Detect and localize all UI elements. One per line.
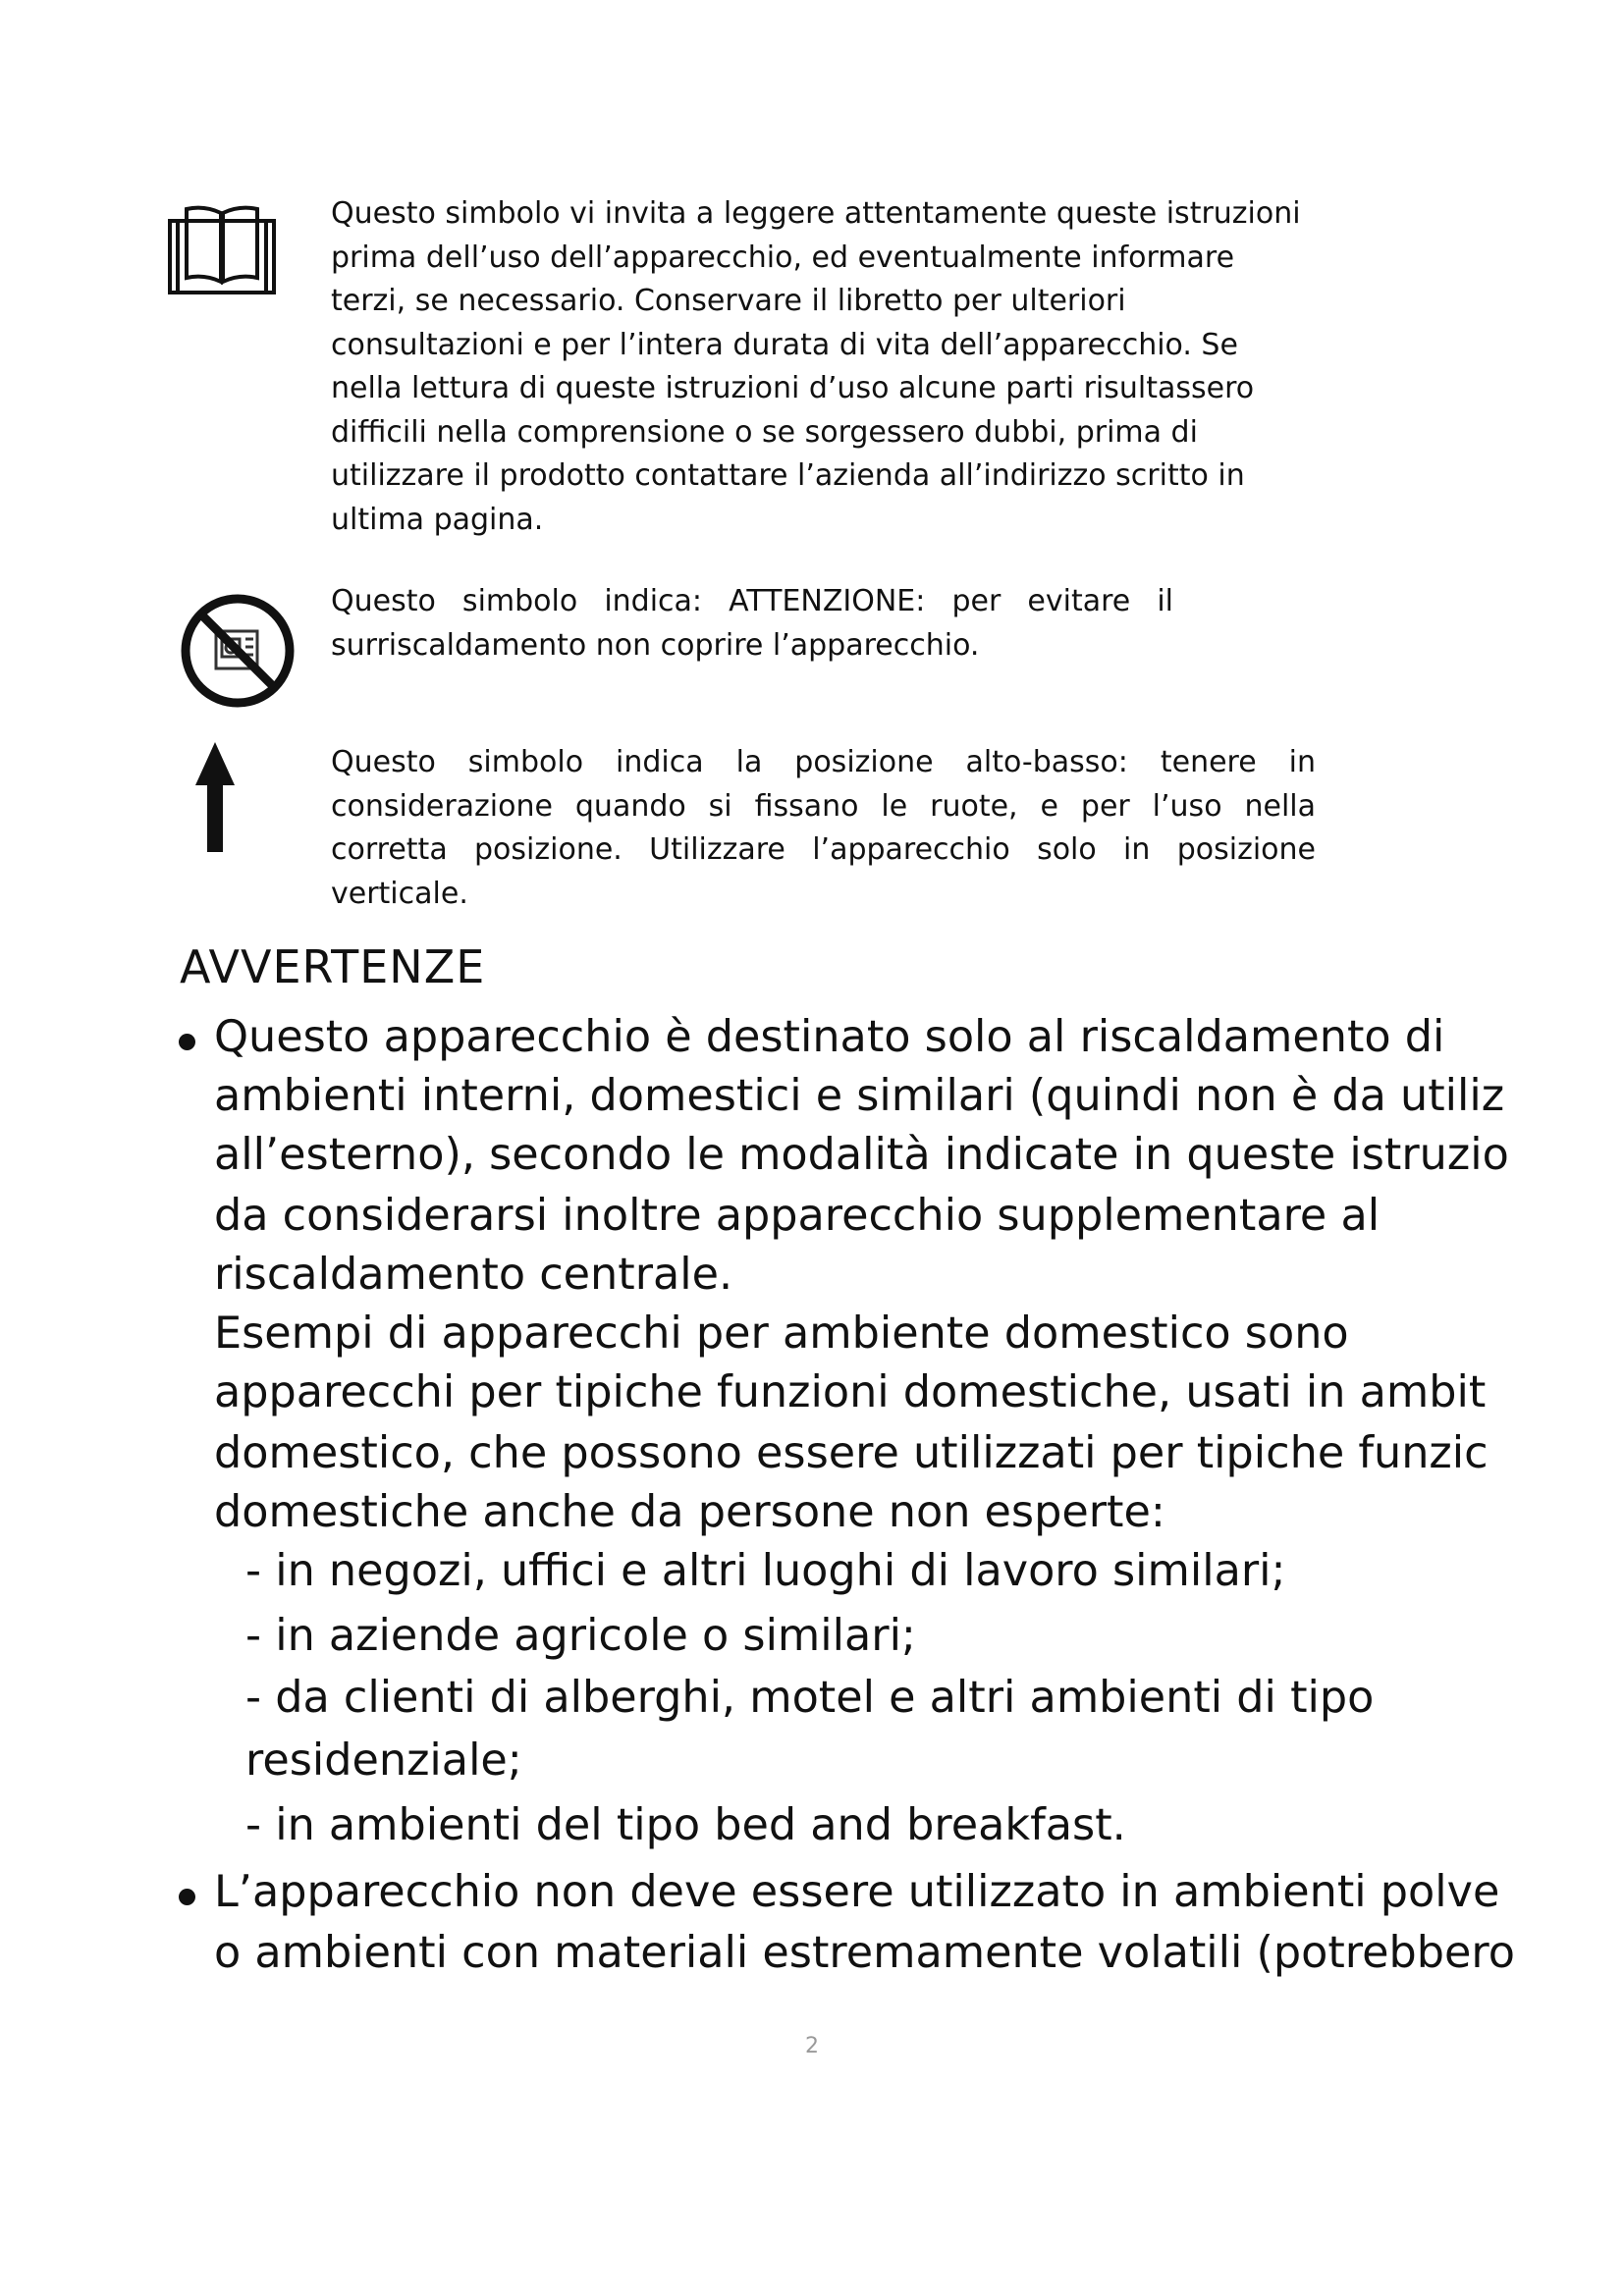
- text-line: consultazioni e per l’intera durata di vita dell’apparecchio. Se: [331, 327, 1238, 362]
- text-line: Questo apparecchio è destinato solo al riscaldamento di: [214, 1012, 1445, 1062]
- text-line: riscaldamento centrale.: [214, 1250, 733, 1300]
- text-line: da considerarsi inoltre apparecchio supplementare al: [214, 1191, 1380, 1241]
- text-line: Questo simbolo indica la posizione alto-basso: tenere in: [331, 745, 1316, 779]
- text-line: prima dell’uso dell’apparecchio, ed eventualmente informare: [331, 240, 1235, 275]
- text-line: o ambienti con materiali estremamente volatili (potrebbero: [214, 1928, 1515, 1978]
- text-line: - in negozi, uffici e altri luoghi di lavoro similari;: [245, 1546, 1286, 1596]
- text-line: - da clienti di alberghi, motel e altri ambienti di tipo: [245, 1673, 1375, 1723]
- text-line: utilizzare il prodotto contattare l’azienda all’indirizzo scritto in: [331, 458, 1245, 493]
- text-line: ultima pagina.: [331, 502, 544, 537]
- text-line: corretta posizione. Utilizzare l’apparecchio solo in posizione: [331, 832, 1316, 867]
- text-line: domestiche anche da persone non esperte:: [214, 1487, 1165, 1537]
- page-number: 2: [805, 2034, 819, 2058]
- text-line: apparecchi per tipiche funzioni domestiche, usati in ambit: [214, 1367, 1487, 1417]
- text-line: difficili nella comprensione o se sorgessero dubbi, prima di: [331, 414, 1198, 450]
- text-line: ambienti interni, domestici e similari (quindi non è da utiliz: [214, 1071, 1505, 1121]
- text-line: terzi, se necessario. Conservare il libretto per ulteriori: [331, 284, 1126, 318]
- text-line: Questo simbolo indica: ATTENZIONE: per evitare il: [331, 584, 1173, 618]
- bullet-icon: [179, 1034, 195, 1050]
- text-line: - in ambienti del tipo bed and breakfast.: [245, 1800, 1126, 1850]
- text-line: - in aziende agricole o similari;: [245, 1611, 916, 1661]
- text-line: all’esterno), secondo le modalità indicate in queste istruzio: [214, 1130, 1509, 1180]
- section-title: AVVERTENZE: [180, 940, 486, 993]
- text-line: considerazione quando si fissano le ruote, e per l’uso nella: [331, 788, 1316, 824]
- text-line: residenziale;: [245, 1735, 522, 1786]
- text-line: surriscaldamento non coprire l’apparecchio.: [331, 627, 980, 663]
- text-line: L’apparecchio non deve essere utilizzato in ambienti polve: [214, 1867, 1500, 1917]
- bullet-icon: [179, 1889, 195, 1905]
- text-line: nella lettura di queste istruzioni d’uso alcune parti risultassero: [331, 371, 1255, 405]
- text-line: verticale.: [331, 876, 468, 911]
- text-line: Questo simbolo vi invita a leggere attentamente queste istruzioni: [331, 196, 1301, 231]
- text-line: Esempi di apparecchi per ambiente domestico sono: [214, 1308, 1349, 1359]
- text-line: domestico, che possono essere utilizzati per tipiche funzic: [214, 1428, 1489, 1478]
